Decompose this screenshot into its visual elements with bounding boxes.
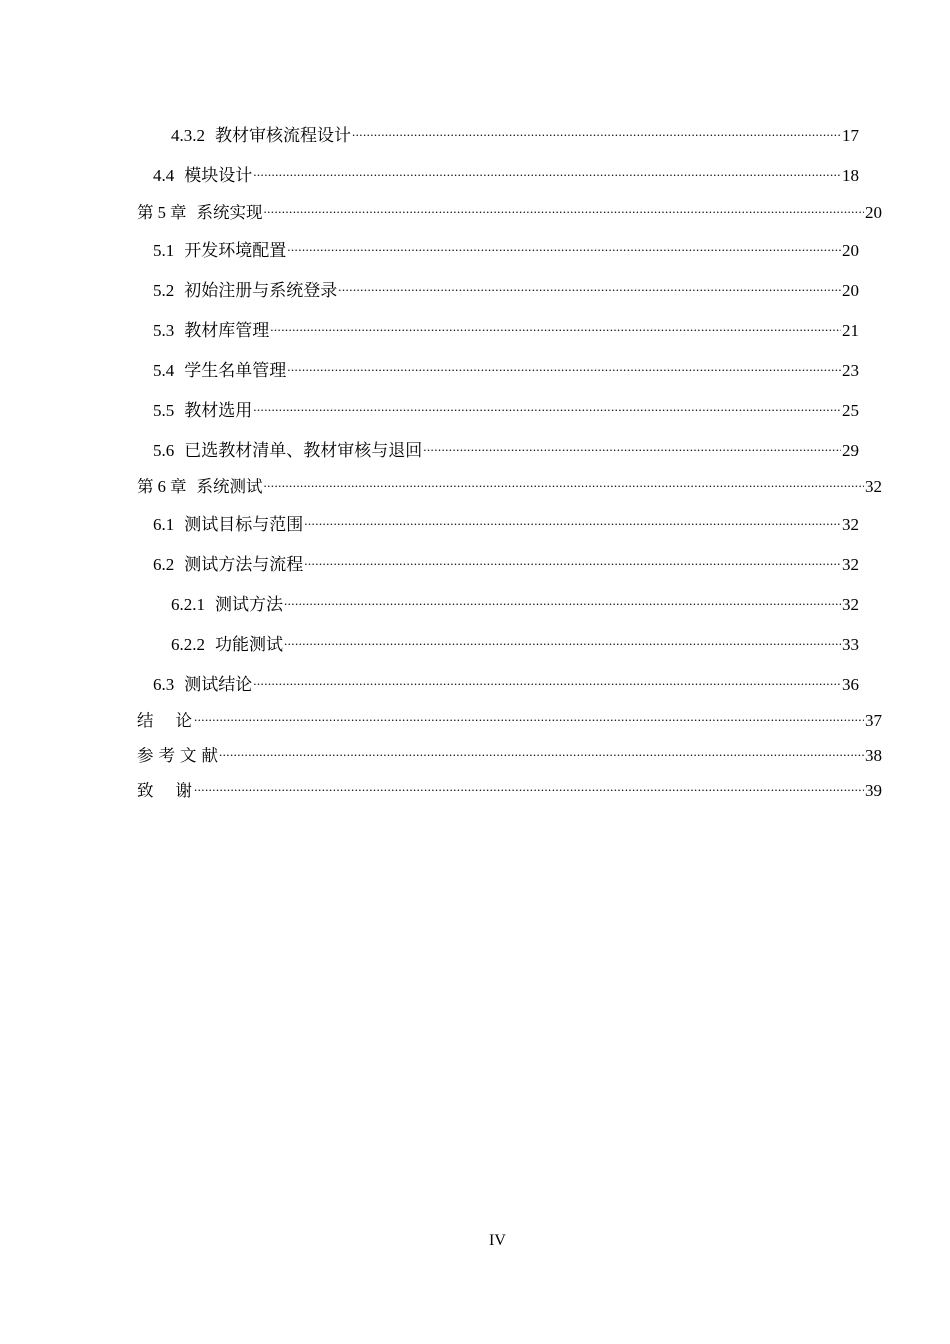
dot-leader (423, 434, 841, 456)
toc-entry-references[interactable] (137, 739, 882, 765)
toc-title: 教材库管理 (184, 321, 270, 340)
toc-page-number: 32 (842, 555, 859, 574)
toc-page-number: 32 (842, 595, 859, 614)
toc-entry-6-2-1[interactable] (171, 588, 859, 614)
toc-number: 5.3 (153, 321, 175, 340)
toc-title: 参考文献 (137, 746, 223, 765)
toc-entry-chapter-6[interactable] (137, 470, 882, 496)
dot-leader (253, 159, 841, 181)
dot-leader (253, 668, 841, 690)
page-footer-number: IV (489, 1232, 506, 1249)
toc-title: 开发环境配置 (184, 241, 287, 260)
toc-number: 4.3.2 (171, 126, 205, 145)
toc-page-number: 39 (865, 781, 882, 800)
toc-page-number: 25 (842, 401, 859, 420)
toc-title: 测试结论 (184, 675, 253, 694)
dot-leader (194, 704, 864, 726)
toc-number: 6.2.2 (171, 635, 205, 654)
toc-number: 5.6 (153, 441, 175, 460)
toc-title: 已选教材清单、教材审核与退回 (184, 441, 423, 460)
dot-leader (264, 196, 865, 218)
dot-leader (284, 588, 841, 610)
toc-entry-5-3[interactable] (153, 314, 859, 340)
toc-entry-5-1[interactable] (153, 234, 859, 260)
toc-entry-6-2[interactable] (153, 548, 859, 574)
toc-title: 教材选用 (184, 401, 253, 420)
dot-leader (352, 119, 841, 141)
toc-page-number: 29 (842, 441, 859, 460)
toc-page-number: 18 (842, 166, 859, 185)
toc-entry-6-2-2[interactable] (171, 628, 859, 654)
dot-leader (338, 274, 841, 296)
toc-title: 系统实现 (196, 203, 263, 222)
toc-title: 致谢 (137, 781, 214, 800)
toc-entry-5-5[interactable] (153, 394, 859, 420)
toc-title: 模块设计 (184, 166, 253, 185)
toc-entry-acknowledgements[interactable] (137, 774, 882, 800)
toc-number: 6.3 (153, 675, 175, 694)
dot-leader (304, 508, 841, 530)
toc-title: 测试目标与范围 (184, 515, 304, 534)
toc-entry-6-1[interactable] (153, 508, 859, 534)
toc-number: 6.2 (153, 555, 175, 574)
toc-page-number: 21 (842, 321, 859, 340)
toc-number: 5.5 (153, 401, 175, 420)
toc-page-number: 20 (865, 203, 882, 222)
toc-page-number: 36 (842, 675, 859, 694)
dot-leader (287, 354, 841, 376)
toc-entry-chapter-5[interactable] (137, 196, 882, 222)
toc-page-number: 38 (865, 746, 882, 765)
toc-page-number: 23 (842, 361, 859, 380)
toc-title: 教材审核流程设计 (215, 126, 351, 145)
toc-page-number: 32 (842, 515, 859, 534)
toc-page-number: 17 (842, 126, 859, 145)
dot-leader (287, 234, 841, 256)
toc-entry-6-3[interactable] (153, 668, 859, 694)
toc-chapter-number: 第 6 章 (137, 477, 187, 496)
dot-leader (253, 394, 841, 416)
toc-entry-5-6[interactable] (153, 434, 859, 460)
toc-page-number: 20 (842, 241, 859, 260)
dot-leader (284, 628, 841, 650)
toc-entry-conclusion[interactable] (137, 704, 882, 730)
toc-title: 测试方法与流程 (184, 555, 304, 574)
toc-page-number: 20 (842, 281, 859, 300)
dot-leader (264, 470, 865, 492)
toc-number: 5.2 (153, 281, 175, 300)
toc-title: 初始注册与系统登录 (184, 281, 338, 300)
dot-leader (304, 548, 841, 570)
dot-leader (219, 739, 864, 761)
toc-number: 6.1 (153, 515, 175, 534)
toc-chapter-number: 第 5 章 (137, 203, 187, 222)
toc-entry-4-4[interactable] (153, 159, 859, 185)
toc-number: 4.4 (153, 166, 175, 185)
toc-title: 测试方法 (215, 595, 283, 614)
toc-title: 系统测试 (196, 477, 263, 496)
toc-title: 结论 (137, 711, 214, 730)
toc-page-number: 37 (865, 711, 882, 730)
toc-title: 功能测试 (215, 635, 283, 654)
toc-page-number: 33 (842, 635, 859, 654)
dot-leader (270, 314, 841, 336)
toc-entry-5-2[interactable] (153, 274, 859, 300)
dot-leader (194, 774, 864, 796)
toc-entry-5-4[interactable] (153, 354, 859, 380)
toc-number: 5.1 (153, 241, 175, 260)
toc-number: 5.4 (153, 361, 175, 380)
toc-number: 6.2.1 (171, 595, 205, 614)
toc-title: 学生名单管理 (184, 361, 287, 380)
toc-entry-4-3-2[interactable] (171, 119, 859, 145)
toc-page-number: 32 (865, 477, 882, 496)
